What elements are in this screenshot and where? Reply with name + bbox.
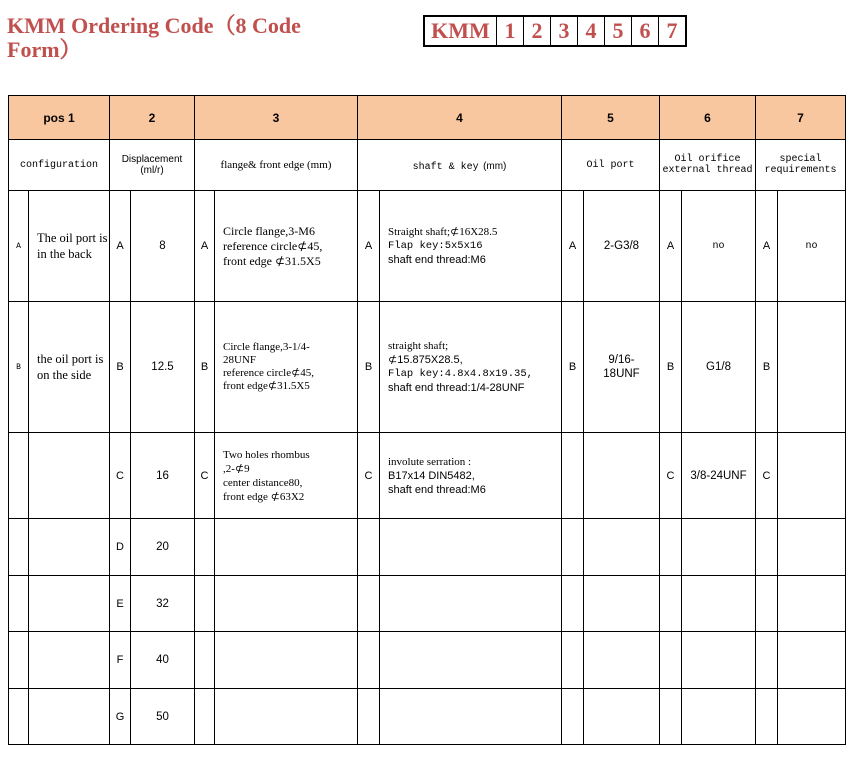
code-position-4: 4 xyxy=(577,17,604,45)
shaft-line: shaft end thread:1/4-28UNF xyxy=(388,382,525,394)
disp-letter: A xyxy=(110,191,131,302)
port-letter xyxy=(562,433,584,519)
disp-value: 20 xyxy=(131,519,195,576)
shaft-desc xyxy=(380,302,562,433)
subheader-shaft-key-label: shaft & key xyxy=(412,162,479,173)
shaft-line: Flap key:4.8x4.8x19.35, xyxy=(388,368,533,380)
disp-letter: C xyxy=(110,433,131,519)
code-prefix: KMM xyxy=(431,18,490,43)
orifice-letter: C xyxy=(660,433,682,519)
shaft-letter: B xyxy=(358,302,380,433)
shaft-desc xyxy=(380,191,562,302)
shaft-letter: C xyxy=(358,433,380,519)
port-letter: A xyxy=(562,191,584,302)
flange-line: front edge⊄31.5X5 xyxy=(223,380,310,392)
flange-letter: B xyxy=(195,302,215,433)
table-row xyxy=(9,632,846,689)
disp-value: 12.5 xyxy=(131,302,195,433)
port-value xyxy=(584,433,660,519)
subheader-row xyxy=(9,140,846,191)
flange-line: reference circle⊄45, xyxy=(223,367,315,379)
subheader-shaft-key-unit: (mm) xyxy=(483,161,507,172)
disp-value: 16 xyxy=(131,433,195,519)
special-value xyxy=(778,433,846,519)
code-position-5: 5 xyxy=(604,17,631,45)
code-position-1: 1 xyxy=(496,17,523,45)
table-row xyxy=(9,302,846,433)
special-value xyxy=(778,302,846,433)
table-row xyxy=(9,433,846,519)
disp-letter: G xyxy=(110,689,131,745)
table-row xyxy=(9,689,846,745)
header-row xyxy=(9,96,846,140)
shaft-letter: A xyxy=(358,191,380,302)
special-letter: C xyxy=(756,433,778,519)
special-value: no xyxy=(778,191,846,302)
subheader-displacement: Displacement (ml/r) xyxy=(110,140,195,191)
config-letter: B xyxy=(9,302,29,433)
orifice-letter: A xyxy=(660,191,682,302)
special-letter: B xyxy=(756,302,778,433)
shaft-desc xyxy=(380,433,562,519)
subheader-oil-port: Oil port xyxy=(562,140,660,191)
header-pos-1: pos 1 xyxy=(9,96,110,140)
config-text: the oil port is on the side xyxy=(29,302,110,433)
flange-line: Circle flange,3-M6 xyxy=(223,223,315,238)
orifice-value: 3/8-24UNF xyxy=(682,433,756,519)
table-row xyxy=(9,191,846,302)
config-text xyxy=(29,433,110,519)
flange-desc xyxy=(215,191,358,302)
config-letter: A xyxy=(9,191,29,302)
flange-letter: A xyxy=(195,191,215,302)
flange-line: reference circle⊄45, xyxy=(223,238,323,253)
flange-line: ,2-⊄9 xyxy=(223,462,250,475)
special-letter: A xyxy=(756,191,778,302)
disp-value: 8 xyxy=(131,191,195,302)
shaft-line: ⊄15.875X28.5, xyxy=(388,354,463,366)
port-letter: B xyxy=(562,302,584,433)
header-pos-6: 6 xyxy=(660,96,756,140)
subheader-flange: flange& front edge (mm) xyxy=(195,140,358,191)
shaft-line: straight shaft; xyxy=(388,340,449,352)
port-value: 2-G3/8 xyxy=(584,191,660,302)
code-position-7: 7 xyxy=(658,17,685,45)
orifice-letter: B xyxy=(660,302,682,433)
flange-line: front edge ⊄31.5X5 xyxy=(223,253,321,268)
flange-line: 28UNF xyxy=(223,354,257,366)
header-pos-7: 7 xyxy=(756,96,846,140)
flange-desc xyxy=(215,302,358,433)
subheader-oil-orifice: Oil orifice external thread xyxy=(660,140,756,191)
table-row xyxy=(9,576,846,632)
disp-value: 32 xyxy=(131,576,195,632)
flange-letter: C xyxy=(195,433,215,519)
shaft-line: involute serration : xyxy=(388,455,472,468)
page-title: KMM Ordering Code（8 Code Form） xyxy=(7,13,301,62)
orifice-value: G1/8 xyxy=(682,302,756,433)
code-position-6: 6 xyxy=(631,17,658,45)
table-row xyxy=(9,519,846,576)
subheader-shaft-key xyxy=(358,140,562,191)
disp-letter: F xyxy=(110,632,131,689)
shaft-line: Straight shaft;⊄16X28.5 xyxy=(388,226,498,238)
orifice-value: no xyxy=(682,191,756,302)
header-pos-3: 3 xyxy=(195,96,358,140)
disp-letter: E xyxy=(110,576,131,632)
shaft-line: Flap key:5x5x16 xyxy=(388,240,483,252)
shaft-line: B17x14 DIN5482, xyxy=(388,469,475,482)
header-pos-5: 5 xyxy=(562,96,660,140)
disp-letter: B xyxy=(110,302,131,433)
code-position-2: 2 xyxy=(523,17,550,45)
header-pos-2: 2 xyxy=(110,96,195,140)
flange-line: Two holes rhombus xyxy=(223,448,310,461)
disp-value: 40 xyxy=(131,632,195,689)
flange-line: Circle flange,3-1/4- xyxy=(223,341,310,353)
disp-letter: D xyxy=(110,519,131,576)
subheader-configuration: configuration xyxy=(9,140,110,191)
shaft-line: shaft end thread:M6 xyxy=(388,483,486,496)
config-letter xyxy=(9,433,29,519)
code-position-3: 3 xyxy=(550,17,577,45)
header-pos-4: 4 xyxy=(358,96,562,140)
flange-desc xyxy=(215,433,358,519)
subheader-special: special requirements xyxy=(756,140,846,191)
port-value: 9/16-18UNF xyxy=(584,302,660,433)
disp-value: 50 xyxy=(131,689,195,745)
flange-line: center distance80, xyxy=(223,476,303,489)
ordering-code-table xyxy=(8,95,846,745)
shaft-line: shaft end thread:M6 xyxy=(388,254,486,266)
flange-line: front edge ⊄63X2 xyxy=(223,490,305,503)
config-text: The oil port is in the back xyxy=(29,191,110,302)
ordering-code-box xyxy=(423,15,687,47)
